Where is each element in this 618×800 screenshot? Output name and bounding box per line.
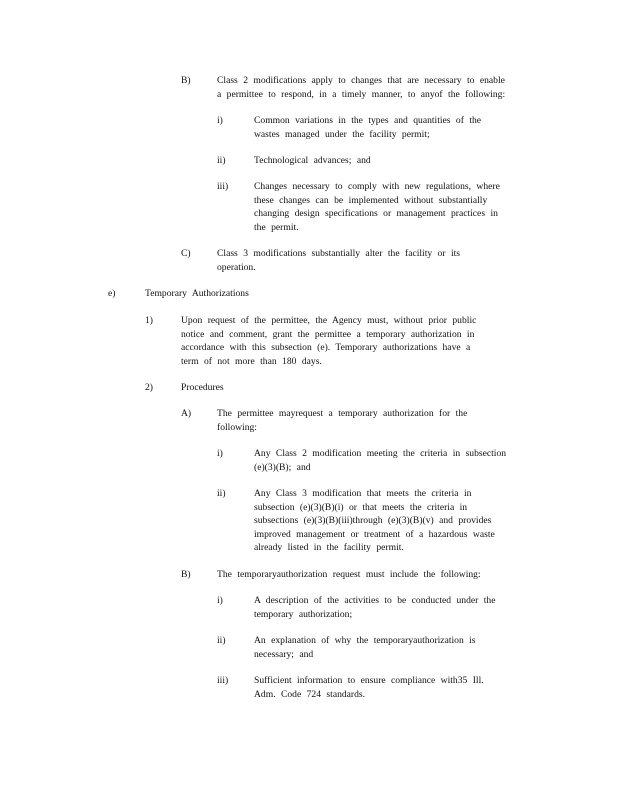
list-marker: i) [217,448,223,459]
text-line: The permittee mayrequest a temporary authorization for the [217,408,468,419]
list-marker: i) [217,595,223,606]
text-line: Technological advances; and [254,155,371,166]
text-line: subsections (e)(3)(B)(iii)through (e)(3)(B)(v) and provides [254,515,492,527]
text-line: Class 2 modifications apply to changes that are necessary to enable [217,75,505,86]
list-marker: ii) [217,635,226,646]
text-line: Temporary Authorizations [145,288,249,299]
list-marker: i) [217,115,223,126]
list-marker: A) [181,408,192,419]
text-line: temporary authorization; [254,608,353,620]
text-line: (e)(3)(B); and [254,461,311,473]
text-line: necessary; and [254,648,314,660]
text-line: An explanation of why the temporaryauthorization is [254,635,476,646]
text-line: Upon request of the permittee, the Agency must, without prior public [181,315,477,326]
text-line: Changes necessary to comply with new regulations, where [254,181,500,192]
text-line: Class 3 modifications substantially alter the facility or its [217,248,461,259]
text-line: Any Class 3 modification that meets the criteria in [254,488,472,499]
text-line: wastes managed under the facility permit; [254,128,430,140]
text-line: The temporaryauthorization request must include the following: [217,569,481,580]
text-line: already listed in the facility permit. [254,542,404,554]
list-marker: e) [108,288,116,299]
text-line: Sufficient information to ensure compliance with35 Ill. [254,675,484,686]
list-marker: ii) [217,155,226,166]
list-marker: 2) [145,382,153,393]
text-line: a permittee to respond, in a timely manner, to anyof the following: [217,88,506,100]
text-line: Procedures [181,382,224,393]
text-line: accordance with this subsection (e). Temporary authorizations have a [181,342,471,354]
text-line: A description of the activities to be conducted under the [254,595,496,606]
text-line: Any Class 2 modification meeting the criteria in subsection [254,448,507,459]
text-line: term of not more than 180 days. [181,355,322,367]
list-marker: ii) [217,488,226,499]
text-line: the permit. [254,221,299,233]
text-line: Adm. Code 724 standards. [254,688,366,700]
list-marker: C) [181,248,191,259]
list-marker: iii) [217,675,229,686]
list-marker: B) [181,569,191,580]
text-line: improved management or treatment of a hazardous waste [254,528,495,540]
text-line: these changes can be implemented without substantially [254,194,488,206]
text-line: changing design specifications or management practices in [254,208,498,220]
text-line: subsection (e)(3)(B)(i) or that meets the criteria in [254,501,468,513]
text-line: operation. [217,261,256,273]
list-marker: B) [181,75,191,86]
text-line: following: [217,421,257,433]
text-line: Common variations in the types and quantities of the [254,115,482,126]
list-marker: iii) [217,181,229,192]
list-marker: 1) [145,315,153,326]
text-line: notice and comment, grant the permittee a temporary authorization in [181,328,475,340]
